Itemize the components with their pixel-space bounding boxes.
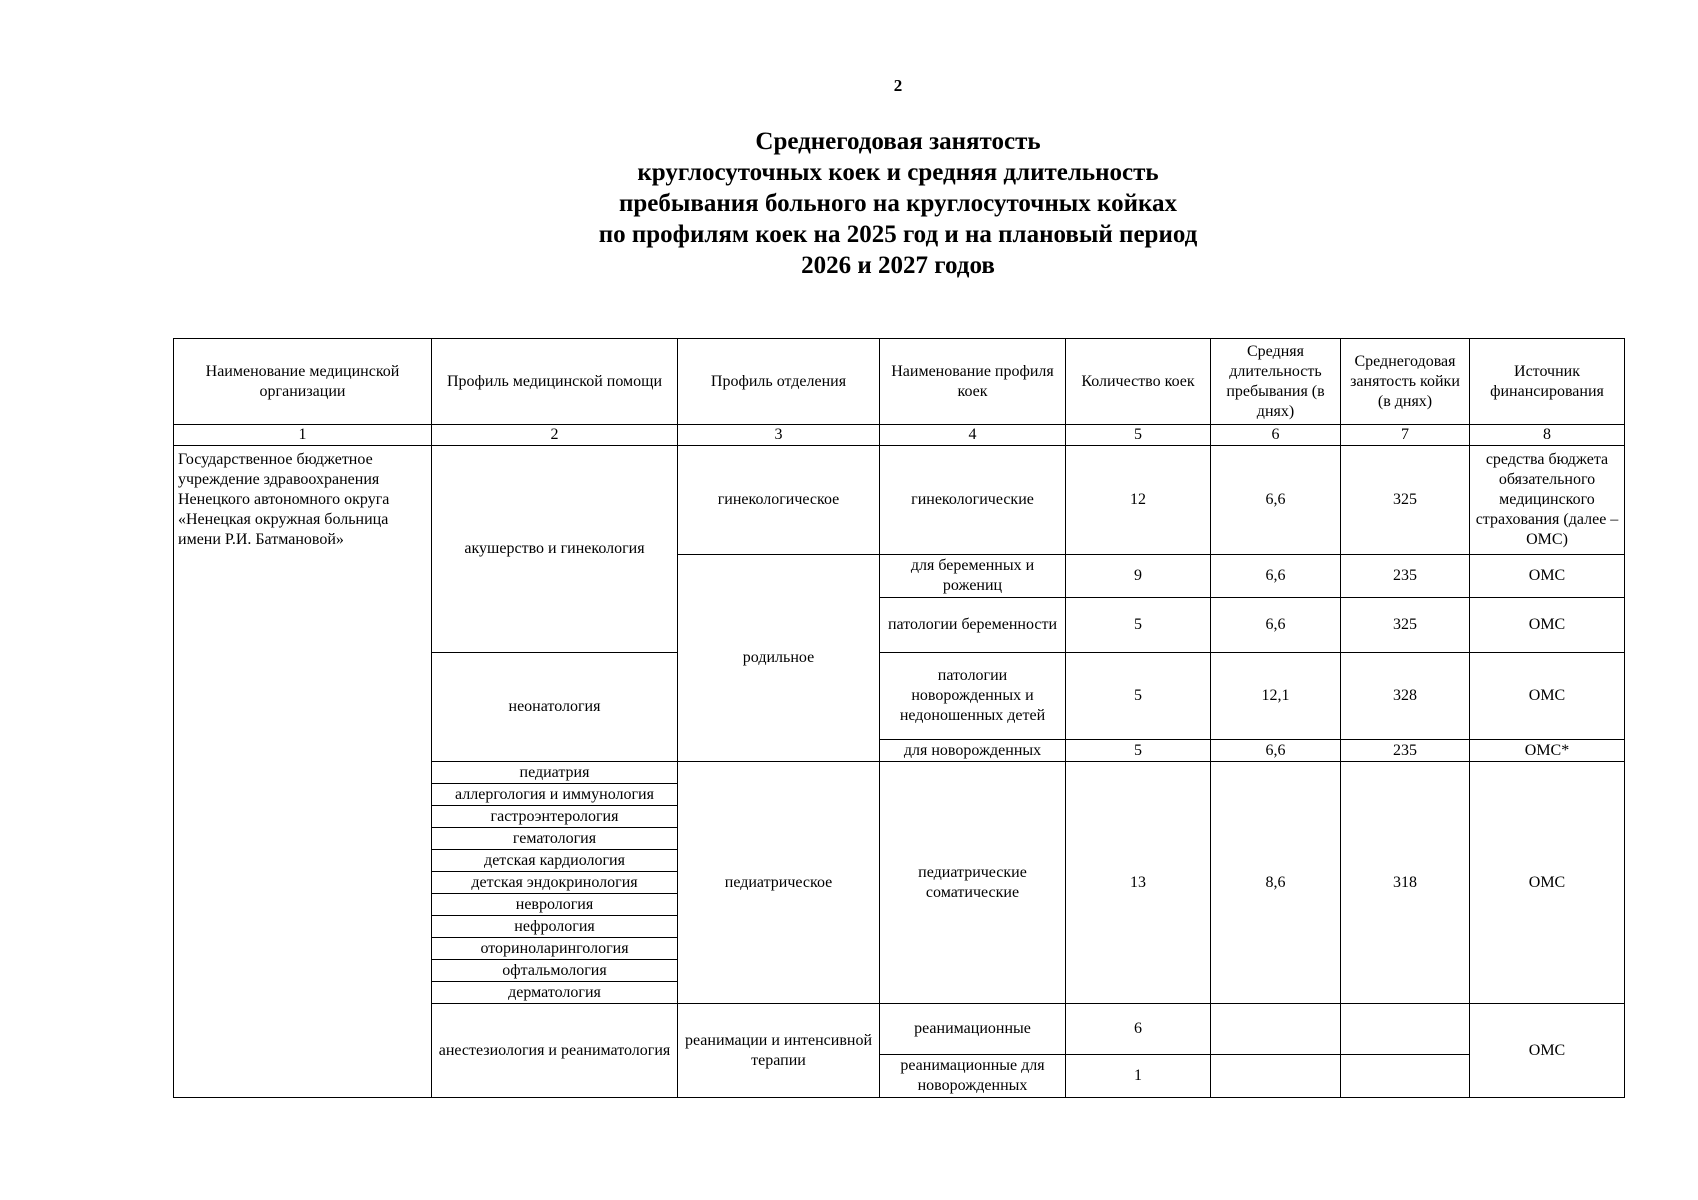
document-title xyxy=(0,126,1698,281)
bed-count: 1 xyxy=(1066,1055,1211,1098)
header-funding-source: Источник финансирования xyxy=(1470,339,1625,425)
care-profile-item: детская эндокринология xyxy=(432,872,678,894)
funding-source: ОМС xyxy=(1470,598,1625,653)
column-number: 5 xyxy=(1066,425,1211,446)
department-pediatric: педиатрическое xyxy=(678,762,880,1004)
bed-count: 5 xyxy=(1066,740,1211,762)
column-number: 3 xyxy=(678,425,880,446)
header-department-profile: Профиль отделения xyxy=(678,339,880,425)
title-line-4: по профилям коек на 2025 год и на плановый период xyxy=(598,221,1198,248)
avg-stay: 6,6 xyxy=(1211,446,1341,555)
occupancy: 235 xyxy=(1341,555,1470,598)
column-number: 1 xyxy=(174,425,432,446)
bed-profile: для новорожденных xyxy=(880,740,1066,762)
title-line-3: пребывания больного на круглосуточных койках xyxy=(618,190,1178,217)
bed-profile: патологии новорожденных и недоношенных детей xyxy=(880,653,1066,740)
title-line-5: 2026 и 2027 годов xyxy=(801,252,995,279)
bed-count: 13 xyxy=(1066,762,1211,1004)
avg-stay: 8,6 xyxy=(1211,762,1341,1004)
occupancy: 318 xyxy=(1341,762,1470,1004)
department-maternity: родильное xyxy=(678,555,880,762)
bed-count: 5 xyxy=(1066,653,1211,740)
bed-count: 12 xyxy=(1066,446,1211,555)
header-occupancy: Среднегодовая занятость койки (в днях) xyxy=(1341,339,1470,425)
funding-source: средства бюджета обязательного медицинского страхования (далее – ОМС) xyxy=(1470,446,1625,555)
bed-count: 9 xyxy=(1066,555,1211,598)
avg-stay: 6,6 xyxy=(1211,555,1341,598)
header-bed-count: Количество коек xyxy=(1066,339,1211,425)
header-row xyxy=(174,339,1625,425)
column-number: 2 xyxy=(432,425,678,446)
table-row xyxy=(174,446,1625,555)
bed-profile: для беременных и рожениц xyxy=(880,555,1066,598)
care-profile-neonatology: неонатология xyxy=(432,653,678,762)
bed-count: 6 xyxy=(1066,1004,1211,1055)
header-care-profile: Профиль медицинской помощи xyxy=(432,339,678,425)
occupancy xyxy=(1341,1004,1470,1055)
avg-stay: 12,1 xyxy=(1211,653,1341,740)
care-profile-item: офтальмология xyxy=(432,960,678,982)
occupancy: 325 xyxy=(1341,598,1470,653)
bed-profile: реанимационные xyxy=(880,1004,1066,1055)
care-profile-obstetrics: акушерство и гинекология xyxy=(432,446,678,653)
bed-profile: патологии беременности xyxy=(880,598,1066,653)
care-profile-item: аллергология и иммунология xyxy=(432,784,678,806)
care-profile-item: дерматология xyxy=(432,982,678,1004)
department-icu: реанимации и интенсивной терапии xyxy=(678,1004,880,1098)
title-line-2: круглосуточных коек и средняя длительность xyxy=(637,159,1159,186)
care-profile-item: неврология xyxy=(432,894,678,916)
column-number: 4 xyxy=(880,425,1066,446)
funding-source: ОМС* xyxy=(1470,740,1625,762)
header-avg-stay: Средняя длительность пребывания (в днях) xyxy=(1211,339,1341,425)
care-profile-item: гастроэнтерология xyxy=(432,806,678,828)
column-number-row xyxy=(174,425,1625,446)
occupancy: 325 xyxy=(1341,446,1470,555)
page-number: 2 xyxy=(893,76,903,95)
bed-profile: реанимационные для новорожденных xyxy=(880,1055,1066,1098)
funding-source: ОМС xyxy=(1470,762,1625,1004)
funding-source: ОМС xyxy=(1470,555,1625,598)
avg-stay: 6,6 xyxy=(1211,740,1341,762)
bed-profile: гинекологические xyxy=(880,446,1066,555)
occupancy: 235 xyxy=(1341,740,1470,762)
care-profile-item: детская кардиология xyxy=(432,850,678,872)
occupancy xyxy=(1341,1055,1470,1098)
care-profile-item: гематология xyxy=(432,828,678,850)
department-gynecology: гинекологическое xyxy=(678,446,880,555)
care-profile-item: педиатрия xyxy=(432,762,678,784)
bed-count: 5 xyxy=(1066,598,1211,653)
column-number: 7 xyxy=(1341,425,1470,446)
column-number: 6 xyxy=(1211,425,1341,446)
bed-profile: педиатрические соматические xyxy=(880,762,1066,1004)
column-number: 8 xyxy=(1470,425,1625,446)
care-profile-item: оториноларингология xyxy=(432,938,678,960)
occupancy: 328 xyxy=(1341,653,1470,740)
avg-stay xyxy=(1211,1055,1341,1098)
header-organization: Наименование медицинской организации xyxy=(174,339,432,425)
occupancy-table xyxy=(173,338,1625,1098)
funding-source: ОМС xyxy=(1470,1004,1625,1098)
avg-stay xyxy=(1211,1004,1341,1055)
funding-source: ОМС xyxy=(1470,653,1625,740)
title-line-1: Среднегодовая занятость xyxy=(755,128,1041,155)
header-bed-profile: Наименование профиля коек xyxy=(880,339,1066,425)
organization-name: Государственное бюджетное учреждение здравоохранения Ненецкого автономного округа «Ненецкая окружная больница имени Р.И. Батмановой» xyxy=(174,446,432,1098)
care-profile-anesthesiology: анестезиология и реаниматология xyxy=(432,1004,678,1098)
avg-stay: 6,6 xyxy=(1211,598,1341,653)
care-profile-item: нефрология xyxy=(432,916,678,938)
